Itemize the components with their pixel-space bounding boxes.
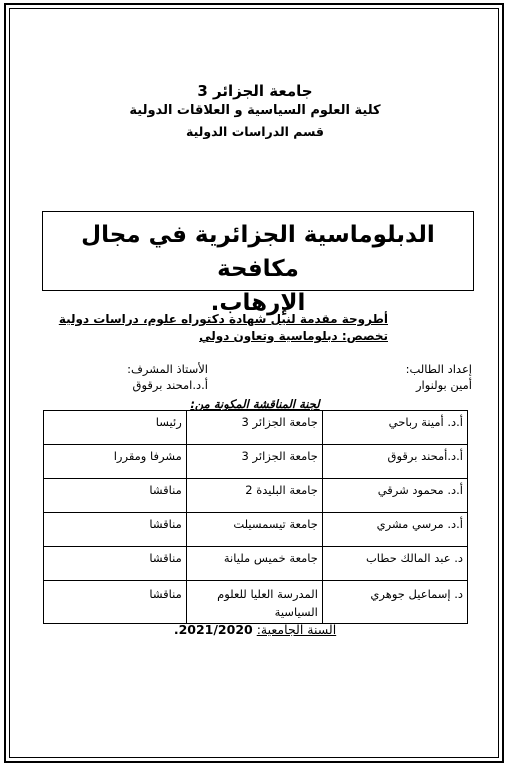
thesis-specialization: تخصص: دبلوماسية وتعاون دولي — [199, 329, 388, 343]
member-name: د. إسماعيل جوهري — [322, 581, 467, 624]
faculty-name: كلية العلوم السياسية و العلاقات الدولية — [129, 103, 381, 118]
member-role: مناقشا — [44, 547, 187, 581]
member-role: مشرفا ومقررا — [44, 445, 187, 479]
thesis-title-line-1: الدبلوماسية الجزائرية في مجال مكافحة — [81, 222, 435, 282]
student-label: إعداد الطالب: — [405, 362, 472, 376]
thesis-title-line-2: الإرهاب. — [210, 290, 306, 316]
table-row — [44, 479, 468, 513]
member-name: د. عبد المالك حطاب — [322, 547, 467, 581]
table-row — [44, 547, 468, 581]
supervisor-label: الأستاذ المشرف: — [127, 362, 208, 376]
member-role: مناقشا — [44, 513, 187, 547]
member-university: جامعة البليدة 2 — [186, 479, 322, 513]
committee-table — [43, 410, 468, 624]
member-role: مناقشا — [44, 581, 187, 624]
academic-year-value: 2021/2020. — [173, 622, 253, 637]
university-name: جامعة الجزائر 3 — [197, 82, 313, 100]
academic-year — [0, 622, 510, 637]
thesis-degree: أطروحة مقدمة لنيل شهادة دكتوراه علوم، دراسات دولية — [58, 312, 388, 326]
member-name: أ.د. أمينة رباحي — [322, 411, 467, 445]
committee-title: لجنة المناقشة المكونة من: — [190, 397, 320, 411]
table-row — [44, 581, 468, 624]
table-row — [44, 445, 468, 479]
thesis-title-box — [42, 211, 474, 316]
member-name: أ.د. مرسي مشري — [322, 513, 467, 547]
member-university: المدرسة العليا للعلوم السياسية — [186, 581, 322, 624]
table-row — [44, 513, 468, 547]
academic-year-label: السنة الجامعية: — [256, 622, 337, 637]
student-name: أمين بولنوار — [415, 378, 472, 392]
member-name: أ.د. محمود شرقي — [322, 479, 467, 513]
thesis-description — [59, 311, 388, 345]
supervisor-name: أ.د.امحند برقوق — [132, 378, 208, 392]
department-name: قسم الدراسات الدولية — [186, 124, 324, 139]
member-university: جامعة تيسمسيلت — [186, 513, 322, 547]
member-university: جامعة الجزائر 3 — [186, 445, 322, 479]
member-role: مناقشا — [44, 479, 187, 513]
member-name: أ.د.أمحند برقوق — [322, 445, 467, 479]
member-role: رئيسا — [44, 411, 187, 445]
table-row — [44, 411, 468, 445]
member-university: جامعة خميس مليانة — [186, 547, 322, 581]
member-university: جامعة الجزائر 3 — [186, 411, 322, 445]
